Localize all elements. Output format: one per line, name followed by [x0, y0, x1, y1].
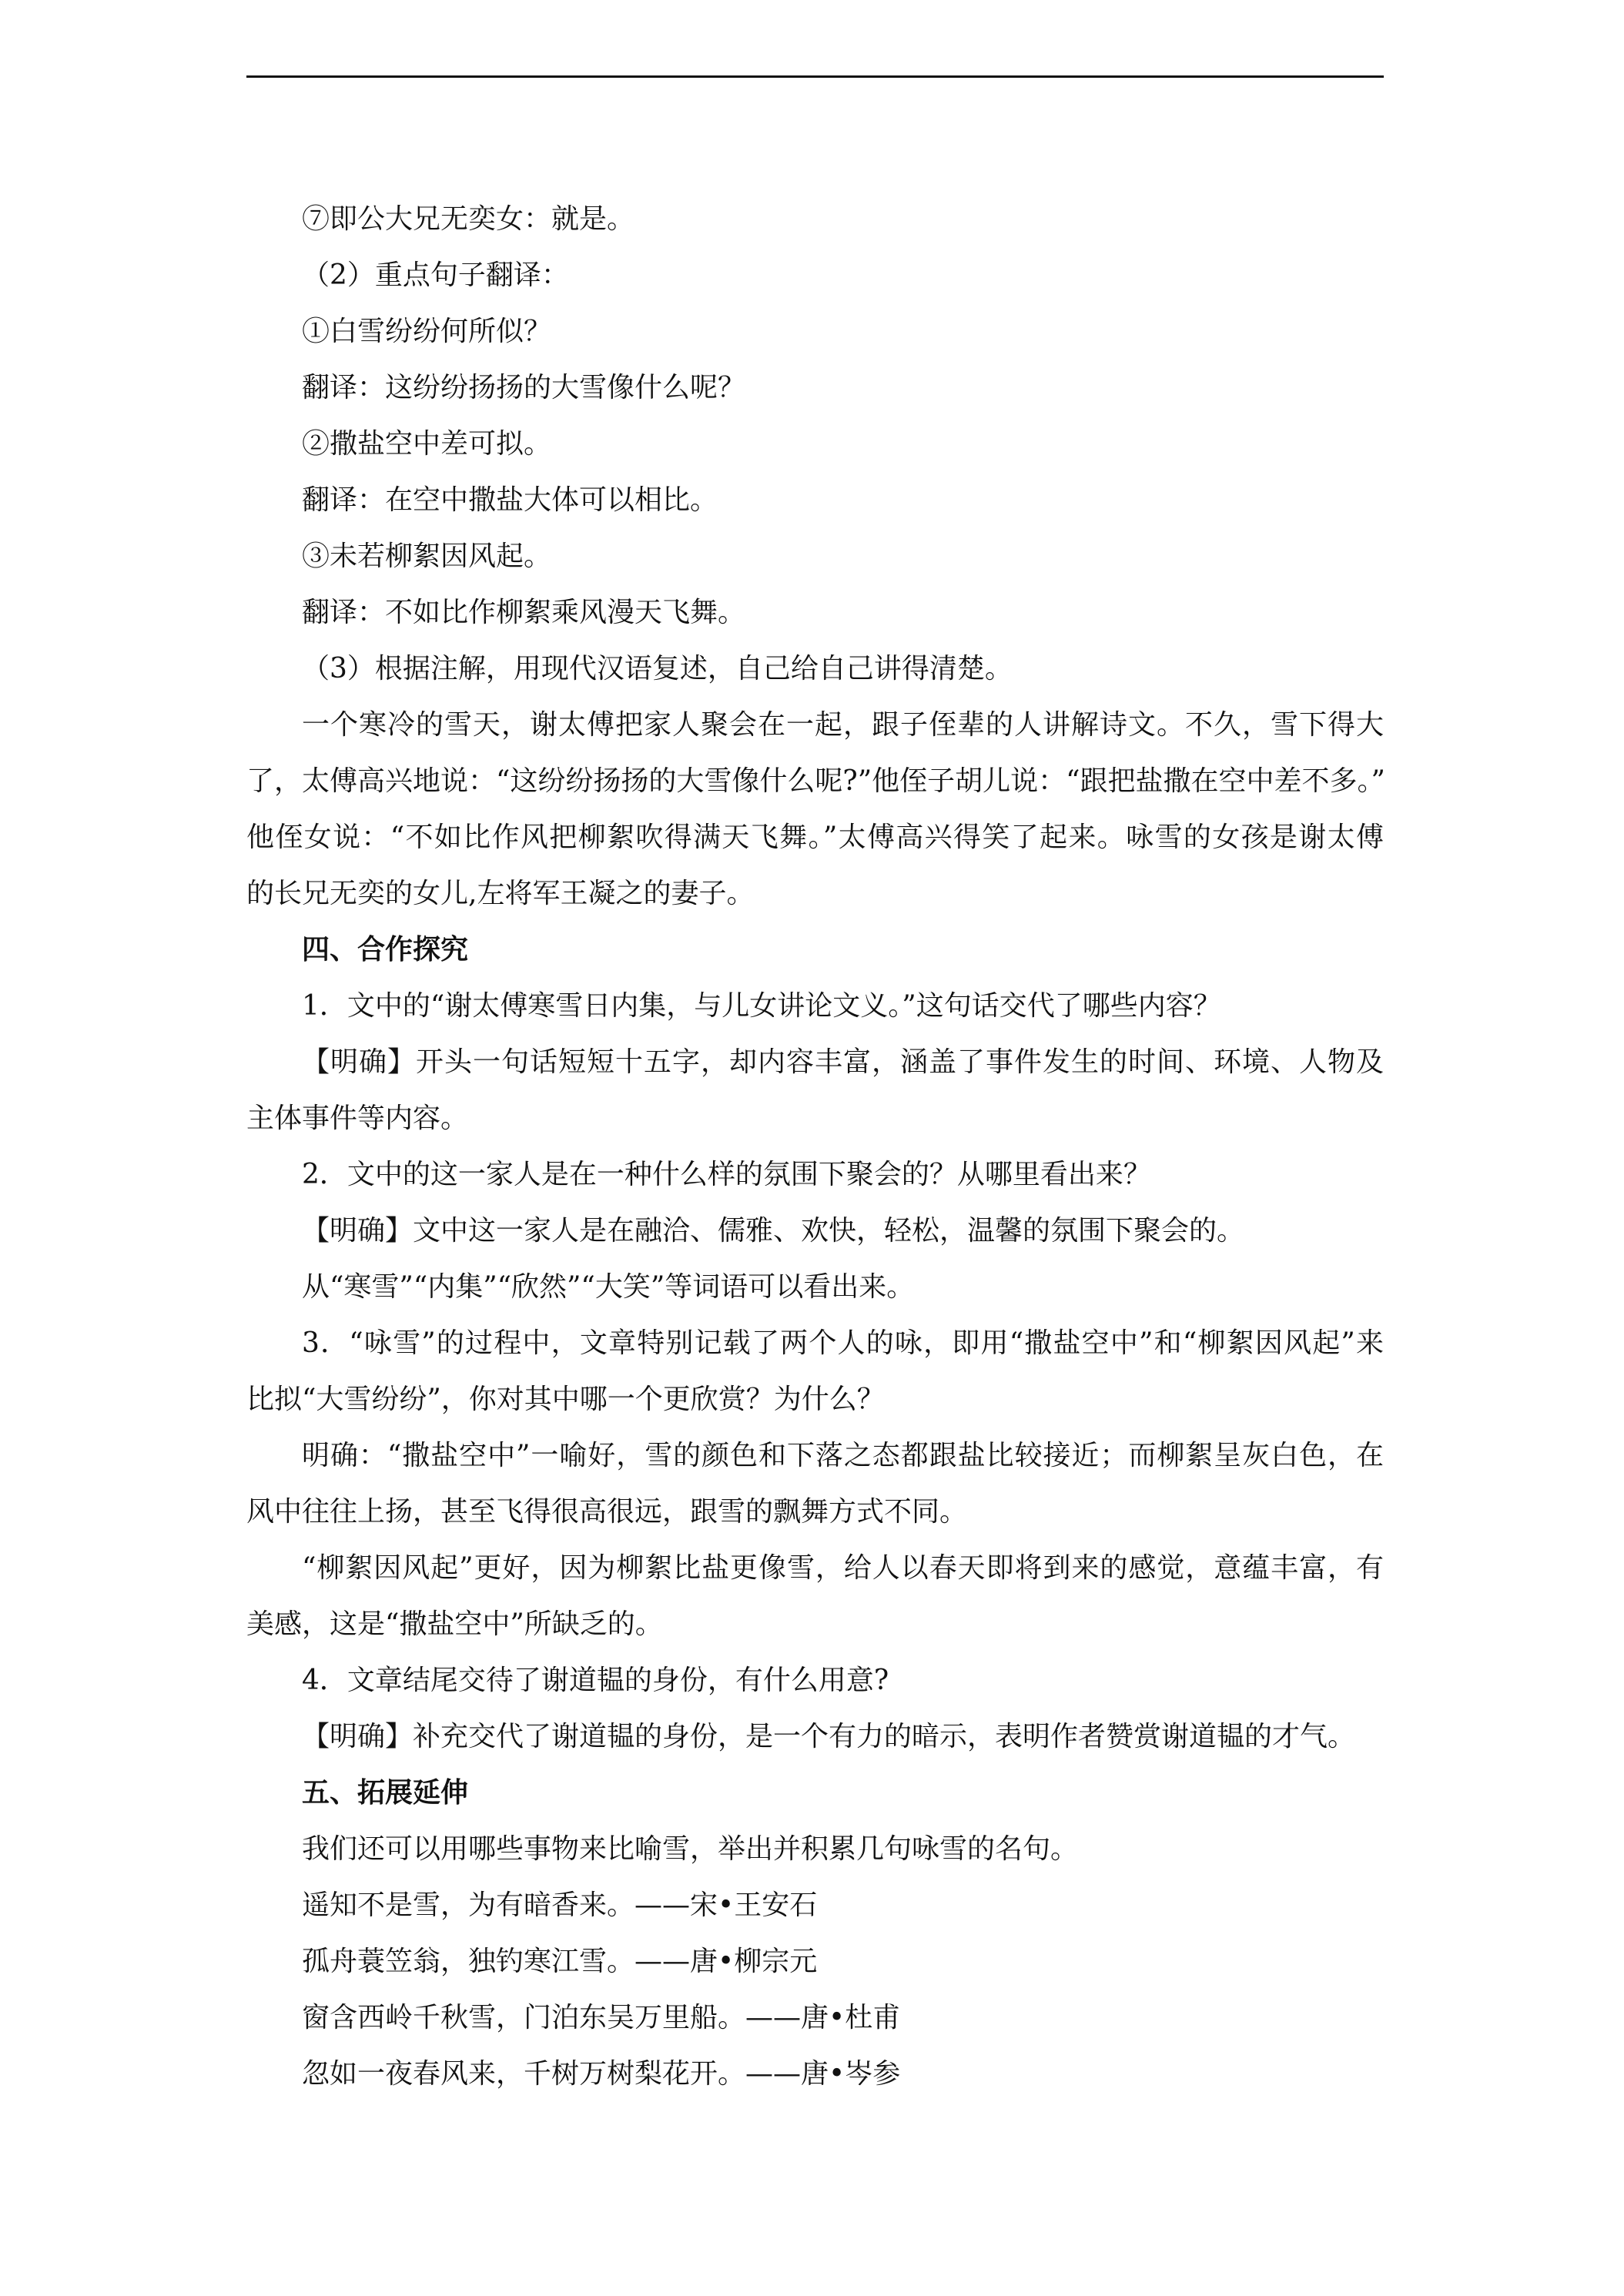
snow-poem-line: 忽如一夜春风来，千树万树梨花开。——唐•岑参: [302, 2058, 901, 2090]
answer-3-line: “柳絮因风起”更好，因为柳絮比盐更像雪，给人以春天即将到来的感觉，意蕴丰富，有: [302, 1552, 1384, 1584]
answer-2-line: 【明确】文中这一家人是在融洽、儒雅、欢快，轻松，温馨的氛围下聚会的。: [302, 1215, 1245, 1247]
section-heading-cooperative-inquiry: 四、合作探究: [302, 933, 469, 966]
vocab-note-7: ⑦即公大兄无奕女：就是。: [302, 203, 635, 235]
retell-paragraph-line: 一个寒冷的雪天，谢太傅把家人聚会在一起，跟子侄辈的人讲解诗文。不久，雪下得大: [302, 709, 1384, 741]
retell-paragraph-line: 的长兄无奕的女儿,左将军王凝之的妻子。: [246, 878, 755, 909]
translation-2: 翻译：在空中撒盐大体可以相比。: [302, 484, 718, 516]
answer-1-line: 【明确】开头一句话短短十五字，却内容丰富，涵盖了事件发生的时间、环境、人物及: [302, 1046, 1384, 1078]
sentence-2: ②撒盐空中差可拟。: [302, 428, 552, 460]
section-heading-translation: （2）重点句子翻译：: [302, 259, 569, 291]
header-rule: [246, 75, 1384, 78]
question-2: 2．文中的这一家人是在一种什么样的氛围下聚会的？从哪里看出来？: [302, 1159, 1151, 1190]
answer-3-line: 风中往往上扬，甚至飞得很高很远，跟雪的飘舞方式不同。: [246, 1496, 968, 1528]
sentence-3: ③未若柳絮因风起。: [302, 541, 552, 572]
retell-paragraph-line: 了，太傅高兴地说：“这纷纷扬扬的大雪像什么呢?”他侄子胡儿说：“跟把盐撒在空中差不多。”: [246, 765, 1385, 797]
answer-4: 【明确】补充交代了谢道韫的身份，是一个有力的暗示，表明作者赞赏谢道韫的才气。: [302, 1721, 1356, 1752]
question-1: 1．文中的“谢太傅寒雪日内集，与儿女讲论文义。”这句话交代了哪些内容？: [302, 990, 1221, 1022]
section-heading-retell: （3）根据注解，用现代汉语复述，自己给自己讲得清楚。: [302, 653, 1013, 684]
sentence-1: ①白雪纷纷何所似？: [302, 316, 552, 347]
answer-1-line: 主体事件等内容。: [246, 1103, 469, 1134]
extension-prompt: 我们还可以用哪些事物来比喻雪，举出并积累几句咏雪的名句。: [302, 1833, 1079, 1865]
question-4: 4．文章结尾交待了谢道韫的身份，有什么用意?: [302, 1665, 889, 1696]
answer-2-line: 从“寒雪”“内集”“欣然”“大笑”等词语可以看出来。: [302, 1271, 915, 1303]
document-body: [246, 191, 1384, 2102]
answer-3-line: 明确：“撒盐空中”一喻好，雪的颜色和下落之态都跟盐比较接近；而柳絮呈灰白色，在: [302, 1440, 1384, 1471]
snow-poem-line: 遥知不是雪，为有暗香来。——宋•王安石: [302, 1889, 818, 1921]
retell-paragraph-line: 他侄女说：“不如比作风把柳絮吹得满天飞舞。”太傅高兴得笑了起来。咏雪的女孩是谢太傅: [246, 822, 1384, 853]
snow-poem-line: 孤舟蓑笠翁，独钓寒江雪。——唐•柳宗元: [302, 1946, 818, 1977]
question-3-line: 3．“咏雪”的过程中，文章特别记载了两个人的咏，即用“撒盐空中”和“柳絮因风起”来: [302, 1327, 1384, 1359]
translation-3: 翻译：不如比作柳絮乘风漫天飞舞。: [302, 597, 746, 628]
translation-1: 翻译：这纷纷扬扬的大雪像什么呢？: [302, 372, 746, 403]
question-3-line: 比拟“大雪纷纷”，你对其中哪一个更欣赏？为什么？: [246, 1384, 885, 1415]
snow-poem-line: 窗含西岭千秋雪，门泊东吴万里船。——唐•杜甫: [302, 2002, 901, 2033]
section-heading-extension: 五、拓展延伸: [302, 1776, 469, 1809]
answer-3-line: 美感，这是“撒盐空中”所缺乏的。: [246, 1608, 663, 1640]
